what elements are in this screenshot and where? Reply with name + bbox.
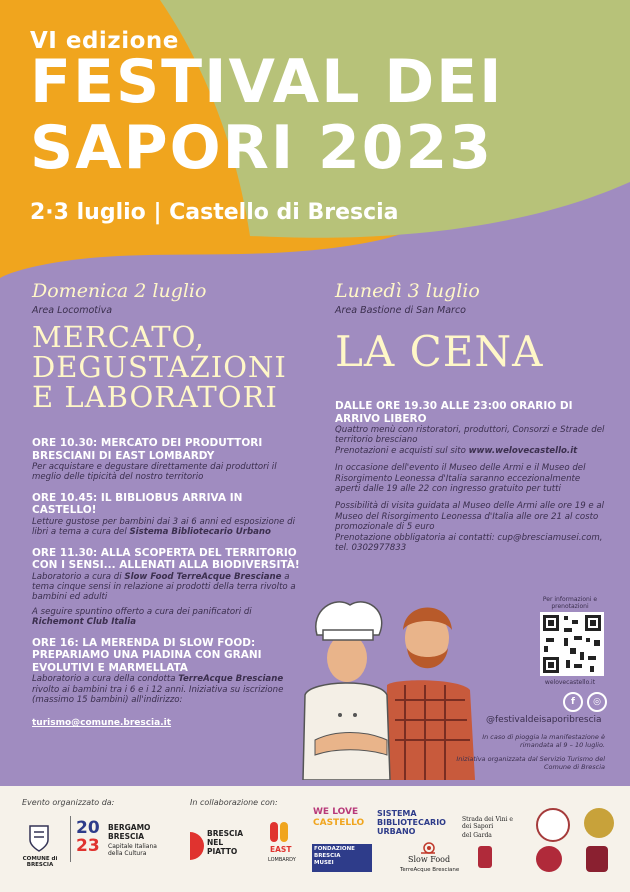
event-4 xyxy=(32,637,304,730)
bnp-line3: PIATTO xyxy=(207,847,238,856)
qr-site[interactable]: welovecastello.it xyxy=(544,679,596,686)
dinner-text-3b: Prenotazione obbligatoria ai contatti: cup@bresciamusei.com, tel. 0302977833 xyxy=(335,532,603,554)
qr-label: Per informazioni e prenotazioni xyxy=(542,596,598,610)
right-big-title: LA CENA xyxy=(335,327,544,376)
consorzio-seal-icon xyxy=(536,808,570,842)
welove-line2: CASTELLO xyxy=(313,818,365,828)
signup-email-link[interactable]: turismo@comune.brescia.it xyxy=(32,718,172,729)
strada-line2: del Garda xyxy=(462,832,492,839)
left-big-title-1: MERCATO, xyxy=(32,320,205,354)
bnp-line1: BRESCIA xyxy=(207,829,244,838)
left-area: Area Locomotiva xyxy=(32,305,113,316)
capitale-year-top: 20 xyxy=(76,818,100,838)
event-1 xyxy=(32,437,304,483)
left-events xyxy=(32,437,304,738)
welove-line1: WE LOVE xyxy=(313,807,359,817)
dinner-hours-heading: DALLE ORE 19.30 ALLE 23:00 ORARIO DI ARRIVO LIBERO xyxy=(335,400,573,425)
fondazione-line1: FONDAZIONE xyxy=(314,846,355,852)
dinner-text-2: In occasione dell'evento il Museo delle Armi e il Museo del Risorgimento Leonessa d'Italia saranno eccezionalmente aperti dalle 19 alle 22 con ingresso gratuito per tutti xyxy=(335,463,586,495)
organized-label: Evento organizzato da: xyxy=(22,798,115,807)
festival-title-line1: FESTIVAL DEI xyxy=(30,47,504,117)
east-sub: LOMBARDY xyxy=(268,857,296,863)
right-area: Area Bastione di San Marco xyxy=(335,305,466,316)
left-day: Domenica 2 luglio xyxy=(32,280,207,302)
bergamo-line3: Capitale Italiana della Cultura xyxy=(108,843,157,857)
event-3-heading: ORE 11.30: ALLA SCOPERTA DEL TERRITORIO CON I SENSI... ALLENATI ALLA BIODIVERSITÀ! xyxy=(32,546,300,572)
bergamo-line2: BRESCIA xyxy=(108,832,145,841)
fondazione-line2: BRESCIA xyxy=(314,853,341,859)
event-2-heading: ORE 10.45: IL BIBLIOBUS ARRIVA IN CASTELLO! xyxy=(32,491,243,517)
event-1-heading: ORE 10.30: MERCATO DEI PRODUTTORI BRESCIANI DI EAST LOMBARDY xyxy=(32,437,263,462)
comune-logo: COMUNE di BRESCIA xyxy=(22,856,58,868)
event-4-heading: ORE 16: LA MERENDA DI SLOW FOOD: PREPARIAMO UNA PIADINA CON GRANI EVOLUTIVI E MARMELLATA xyxy=(32,636,262,674)
organizer-note: Iniziativa organizzata dal Servizio Turismo del Comune di Brescia xyxy=(456,755,605,771)
east-label: EAST xyxy=(270,845,292,854)
wine-bottle-icon xyxy=(478,846,492,868)
qr-code-icon[interactable] xyxy=(540,612,604,676)
facebook-icon[interactable]: f xyxy=(563,692,583,712)
rain-note: In caso di pioggia la manifestazione è rimandata al 9 – 10 luglio. xyxy=(482,733,605,749)
festival-title-line2: SAPORI 2023 xyxy=(30,113,494,183)
dinner-text-3: Possibilità di visita guidata al Museo delle Armi alle ore 19 e al Museo del Risorgimento Leonessa d'Italia alle ore 21 al costo promozionale di 5 euro xyxy=(335,501,605,533)
event-2 xyxy=(32,492,304,538)
collab-label: In collaborazione con: xyxy=(190,798,278,807)
slowfood-line2: TerreAcque Bresciane xyxy=(400,867,460,873)
event-3 xyxy=(32,547,304,628)
event-2-text: Letture gustose per bambini dai 3 ai 6 anni ed esposizione di libri a tema a cura del Sistema Bibliotecario Urbano xyxy=(32,516,296,538)
consorzio-seal-icon-2 xyxy=(584,808,614,838)
event-4-text: Laboratorio a cura della condotta TerreAcque Bresciane rivolto ai bambini tra i 6 e i 12 anni. Iniziativa su iscrizione (massimo 15 bambini) all'indirizzo: xyxy=(32,674,284,705)
fondazione-line3: MUSEI xyxy=(314,860,334,866)
slowfood-line1: Slow Food xyxy=(408,855,451,864)
strada-line1: Strada dei Vini e dei Sapori xyxy=(462,816,513,830)
sponsors-footer xyxy=(0,786,630,892)
comune-crest-icon xyxy=(28,824,50,852)
welovecastello-link[interactable]: www.welovecastello.it xyxy=(468,445,578,456)
snail-icon xyxy=(420,842,436,854)
social-handle[interactable]: @festivaldeisaporibrescia xyxy=(486,715,602,725)
sistema-line2: BIBLIOTECARIO xyxy=(377,818,446,827)
dinner-text-1b: Prenotazioni e acquisti sul sito www.welovecastello.it xyxy=(335,445,578,456)
event-3-text-2: A seguire spuntino offerto a cura dei panificatori di Richemont Club Italia xyxy=(32,606,252,628)
consorzio-logo-icon-4 xyxy=(586,846,608,872)
bergamo-line1: BERGAMO xyxy=(108,823,151,832)
dinner-text-1: Quattro menù con ristoratori, produttori, Consorzi e Strade del territorio bresciano xyxy=(335,425,605,446)
capitale-year-bottom: 23 xyxy=(76,836,100,856)
festival-dates: 2·3 luglio | Castello di Brescia xyxy=(30,200,399,225)
right-day: Lunedì 3 luglio xyxy=(335,280,480,302)
event-1-text: Per acquistare e degustare direttamente dai produttori il meglio delle tipicità del nostro territorio xyxy=(32,462,277,483)
left-big-title-3: E LABORATORI xyxy=(32,380,278,414)
sistema-line1: SISTEMA xyxy=(377,809,417,818)
footer-divider xyxy=(70,816,71,862)
sistema-line3: URBANO xyxy=(377,827,416,836)
bnp-mark-icon xyxy=(190,832,204,860)
event-3-text: Laboratorio a cura di Slow Food TerreAcque Bresciane a tema cinque sensi in relazione ai prodotti della terra rivolto a bambini ed adulti xyxy=(32,571,296,603)
chefs-illustration xyxy=(295,590,480,780)
bnp-line2: NEL xyxy=(207,838,224,847)
left-big-title-2: DEGUSTAZIONI xyxy=(32,350,287,384)
consorzio-seal-icon-3 xyxy=(536,846,562,872)
east-logo-icon xyxy=(270,822,278,842)
instagram-icon[interactable]: ◎ xyxy=(587,692,607,712)
right-info xyxy=(335,400,605,553)
edition-label: VI edizione xyxy=(30,28,179,54)
